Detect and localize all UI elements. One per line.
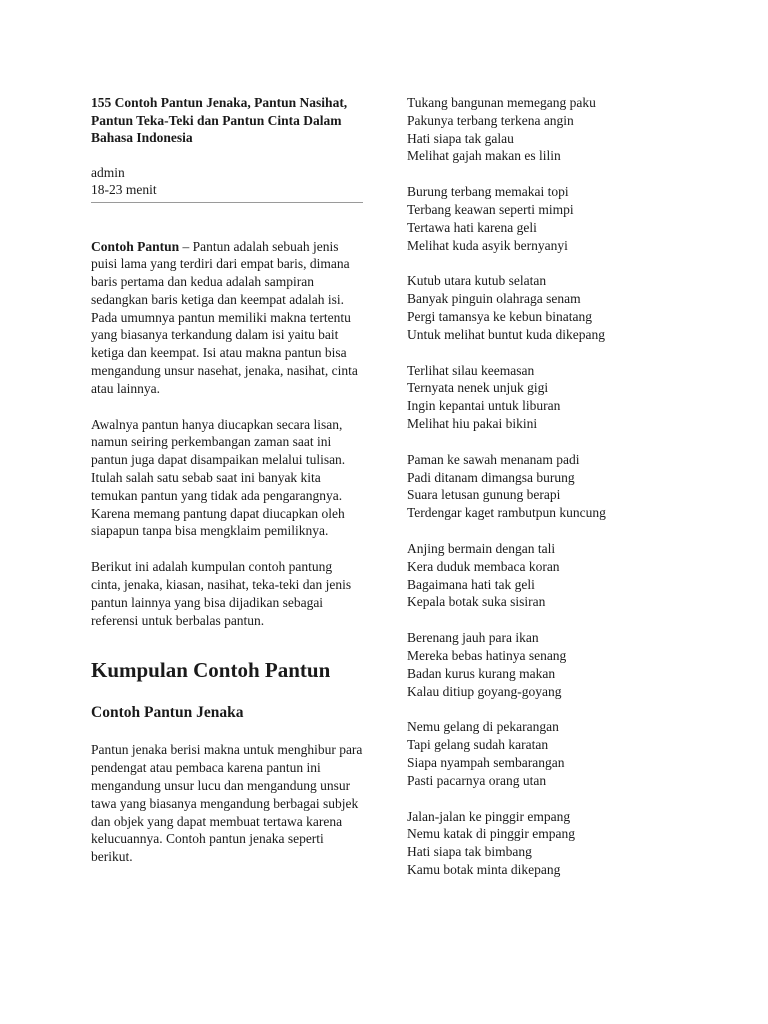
stanza-line: Kepala botak suka sisiran [407, 594, 546, 610]
pantun-stanza [407, 540, 707, 611]
stanza-line: Siapa nyampah sembarangan [407, 754, 565, 770]
stanza-line: Badan kurus kurang makan [407, 665, 556, 681]
meta-divider [91, 202, 363, 203]
stanza-line: Melihat hiu pakai bikini [407, 415, 538, 431]
intro-text: – Pantun adalah sebuah jenis puisi lama yang terdiri dari empat baris, dimana baris pertama dan kedua adalah sampiran sedangkan baris ketiga dan keempat adalah isi. Pada umumnya pantun memiliki makna tertentu yang biasanya terkandung dalam isi yaitu bait ketiga dan keempat. Isi atau makna pantun bisa mengandung unsur nasehat, jenaka, nasihat, cinta atau lainnya. [91, 238, 358, 396]
stanza-line: Kalau ditiup goyang-goyang [407, 683, 562, 699]
pantun-stanza [407, 451, 707, 522]
stanza-line: Tapi gelang sudah karatan [407, 737, 549, 753]
intro-paragraph [91, 238, 363, 398]
stanza-line: Berenang jauh para ikan [407, 630, 539, 646]
stanza-line: Melihat kuda asyik bernyanyi [407, 237, 568, 253]
pantun-stanza [407, 629, 707, 700]
document-title: 155 Contoh Pantun Jenaka, Pantun Nasihat, Pantun Teka-Teki dan Pantun Cinta Dalam Bahasa Indonesia [91, 95, 348, 145]
pantun-stanza [407, 718, 707, 789]
stanza-line: Pergi tamansya ke kebun binatang [407, 308, 592, 324]
intro-term: Contoh Pantun [91, 238, 180, 254]
stanza-line: Pasti pacarnya orang utan [407, 772, 547, 788]
stanza-line: Ternyata nenek unjuk gigi [407, 380, 549, 396]
pantun-stanza [407, 362, 707, 433]
stanza-line: Pakunya terbang terkena angin [407, 112, 574, 128]
read-time: 18-23 menit [91, 182, 157, 197]
stanza-line: Terlihat silau keemasan [407, 362, 535, 378]
stanza-line: Suara letusan gunung berapi [407, 487, 561, 503]
stanza-line: Paman ke sawah menanam padi [407, 451, 580, 467]
stanza-line: Hati siapa tak galau [407, 130, 514, 146]
pantun-stanza [407, 183, 707, 254]
subsection-heading: Contoh Pantun Jenaka [91, 704, 244, 722]
stanza-line: Nemu gelang di pekarangan [407, 719, 559, 735]
document-meta [91, 164, 363, 199]
paragraph-3: Berikut ini adalah kumpulan contoh pantung cinta, jenaka, kiasan, nasihat, teka-teki dan jenis pantun lainnya yang bisa dijadikan sebagai referensi untuk berbalas pantun. [91, 559, 352, 628]
stanza-line: Jalan-jalan ke pinggir empang [407, 808, 571, 824]
paragraph-2: Awalnya pantun hanya diucapkan secara lisan, namun seiring perkembangan zaman saat ini pantun juga dapat disampaikan melalui tulisan. Itulah salah satu sebab saat ini banyak kita temukan pantun yang tidak ada pengarangnya. Karena memang pantung dapat diucapkan oleh siapapun tanpa bisa mengklaim pemiliknya. [91, 416, 346, 539]
pantun-stanza [407, 808, 707, 879]
stanza-line: Untuk melihat buntut kuda dikepang [407, 326, 605, 342]
stanza-line: Melihat gajah makan es lilin [407, 148, 561, 164]
stanza-line: Kutub utara kutub selatan [407, 273, 547, 289]
stanza-line: Hati siapa tak bimbang [407, 844, 532, 860]
stanza-line: Tertawa hati karena geli [407, 219, 537, 235]
pantun-stanza [407, 94, 707, 165]
stanza-line: Bagaimana hati tak geli [407, 576, 535, 592]
stanza-line: Banyak pinguin olahraga senam [407, 291, 581, 307]
author-name: admin [91, 164, 125, 180]
stanza-line: Terbang keawan seperti mimpi [407, 201, 574, 217]
stanza-line: Mereka bebas hatinya senang [407, 647, 567, 663]
stanza-line: Kamu botak minta dikepang [407, 861, 561, 877]
stanza-line: Ingin kepantai untuk liburan [407, 398, 561, 414]
right-column [407, 94, 707, 897]
stanza-line: Anjing bermain dengan tali [407, 540, 556, 556]
stanza-line: Tukang bangunan memegang paku [407, 95, 596, 110]
stanza-line: Nemu katak di pinggir empang [407, 826, 575, 842]
stanza-line: Kera duduk membaca koran [407, 558, 560, 574]
stanza-line: Burung terbang memakai topi [407, 184, 569, 200]
left-column [91, 94, 363, 866]
stanza-line: Terdengar kaget rambutpun kuncung [407, 505, 606, 521]
paragraph-4: Pantun jenaka berisi makna untuk menghibur para pendengat atau pembaca karena pantun ini mengandung unsur lucu dan mengandung unsur tawa yang biasanya mengandung berbagai subjek dan objek yang dapat membuat tertawa karena kelucuannya. Contoh pantun jenaka seperti berikut. [91, 742, 363, 865]
stanza-line: Padi ditanam dimangsa burung [407, 469, 575, 485]
pantun-stanza [407, 272, 707, 343]
section-heading: Kumpulan Contoh Pantun [91, 658, 331, 683]
